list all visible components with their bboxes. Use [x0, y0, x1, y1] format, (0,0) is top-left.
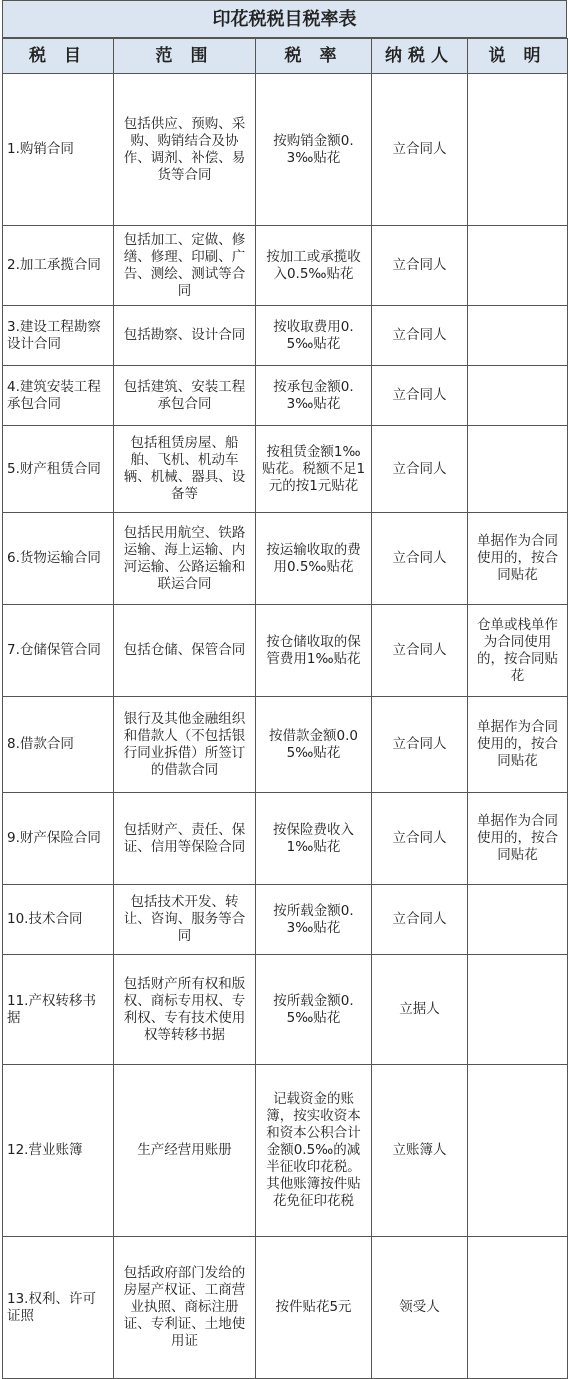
cell-payer: 立合同人	[372, 697, 468, 793]
table-row	[3, 226, 568, 306]
cell-item: 11.产权转移书据	[3, 955, 114, 1065]
header-row	[3, 39, 568, 74]
cell-note	[468, 306, 568, 366]
tax-rate-table-container	[2, 0, 567, 1379]
cell-payer: 立合同人	[372, 426, 468, 513]
cell-rate: 按保险费收入1‰贴花	[256, 793, 372, 885]
cell-note	[468, 426, 568, 513]
cell-scope: 包括政府部门发给的房屋产权证、工商营业执照、商标注册证、专利证、土地使用证	[114, 1237, 256, 1379]
cell-item: 8.借款合同	[3, 697, 114, 793]
cell-payer: 立合同人	[372, 793, 468, 885]
cell-rate: 按借款金额0.05‰贴花	[256, 697, 372, 793]
cell-payer: 领受人	[372, 1237, 468, 1379]
cell-rate: 按仓储收取的保管费用1‰贴花	[256, 605, 372, 697]
cell-payer: 立合同人	[372, 306, 468, 366]
cell-scope: 银行及其他金融组织和借款人（不包括银行同业拆借）所签订的借款合同	[114, 697, 256, 793]
cell-item: 3.建设工程勘察设计合同	[3, 306, 114, 366]
cell-rate: 按购销金额0.3‰贴花	[256, 74, 372, 226]
cell-note	[468, 226, 568, 306]
cell-rate: 按件贴花5元	[256, 1237, 372, 1379]
table-row	[3, 74, 568, 226]
table-row	[3, 306, 568, 366]
cell-item: 6.货物运输合同	[3, 513, 114, 605]
cell-scope: 包括租赁房屋、船舶、飞机、机动车辆、机械、器具、设备等	[114, 426, 256, 513]
cell-rate: 按收取费用0.5‰贴花	[256, 306, 372, 366]
header-note: 说 明	[468, 39, 568, 74]
cell-rate: 按所载金额0.3‰贴花	[256, 885, 372, 955]
table-row	[3, 426, 568, 513]
cell-item: 2.加工承揽合同	[3, 226, 114, 306]
cell-scope: 包括财产所有权和版权、商标专用权、专利权、专有技术使用权等转移书据	[114, 955, 256, 1065]
cell-note	[468, 74, 568, 226]
table-row	[3, 697, 568, 793]
cell-note: 单据作为合同使用的，按合同贴花	[468, 513, 568, 605]
table-row	[3, 1237, 568, 1379]
cell-item: 9.财产保险合同	[3, 793, 114, 885]
table-title: 印花税税目税率表	[2, 0, 567, 38]
header-payer: 纳税人	[372, 39, 468, 74]
table-row	[3, 513, 568, 605]
cell-payer: 立账簿人	[372, 1065, 468, 1237]
cell-note	[468, 366, 568, 426]
cell-item: 1.购销合同	[3, 74, 114, 226]
tax-rate-table	[2, 38, 568, 1379]
cell-note: 单据作为合同使用的，按合同贴花	[468, 793, 568, 885]
cell-item: 13.权利、许可证照	[3, 1237, 114, 1379]
cell-rate: 按所载金额0.5‰贴花	[256, 955, 372, 1065]
header-rate: 税 率	[256, 39, 372, 74]
header-scope: 范 围	[114, 39, 256, 74]
cell-payer: 立合同人	[372, 885, 468, 955]
cell-payer: 立据人	[372, 955, 468, 1065]
table-row	[3, 885, 568, 955]
cell-scope: 包括勘察、设计合同	[114, 306, 256, 366]
cell-payer: 立合同人	[372, 605, 468, 697]
cell-payer: 立合同人	[372, 513, 468, 605]
cell-payer: 立合同人	[372, 74, 468, 226]
table-row	[3, 366, 568, 426]
cell-rate: 记载资金的账簿，按实收资本和资本公积合计金额0.5‰的减半征收印花税。其他账簿按件贴花免征印花税	[256, 1065, 372, 1237]
cell-rate: 按运输收取的费用0.5‰贴花	[256, 513, 372, 605]
cell-item: 7.仓储保管合同	[3, 605, 114, 697]
cell-item: 10.技术合同	[3, 885, 114, 955]
cell-scope: 包括民用航空、铁路运输、海上运输、内河运输、公路运输和联运合同	[114, 513, 256, 605]
cell-scope: 包括建筑、安装工程承包合同	[114, 366, 256, 426]
table-row	[3, 1065, 568, 1237]
table-row	[3, 793, 568, 885]
table-row	[3, 955, 568, 1065]
cell-scope: 包括技术开发、转让、咨询、服务等合同	[114, 885, 256, 955]
cell-item: 5.财产租赁合同	[3, 426, 114, 513]
cell-scope: 生产经营用账册	[114, 1065, 256, 1237]
cell-note	[468, 885, 568, 955]
table-row	[3, 605, 568, 697]
cell-scope: 包括加工、定做、修缮、修理、印刷、广告、测绘、测试等合同	[114, 226, 256, 306]
cell-note	[468, 955, 568, 1065]
cell-rate: 按加工或承揽收入0.5‰贴花	[256, 226, 372, 306]
cell-note: 仓单或栈单作为合同使用的，按合同贴花	[468, 605, 568, 697]
cell-scope: 包括仓储、保管合同	[114, 605, 256, 697]
cell-note	[468, 1237, 568, 1379]
cell-rate: 按承包金额0.3‰贴花	[256, 366, 372, 426]
cell-rate: 按租赁金额1‰贴花。税额不足1元的按1元贴花	[256, 426, 372, 513]
cell-scope: 包括供应、预购、采购、购销结合及协作、调剂、补偿、易货等合同	[114, 74, 256, 226]
cell-item: 12.营业账簿	[3, 1065, 114, 1237]
cell-scope: 包括财产、责任、保证、信用等保险合同	[114, 793, 256, 885]
header-item: 税 目	[3, 39, 114, 74]
cell-note: 单据作为合同使用的，按合同贴花	[468, 697, 568, 793]
cell-note	[468, 1065, 568, 1237]
cell-payer: 立合同人	[372, 366, 468, 426]
cell-payer: 立合同人	[372, 226, 468, 306]
cell-item: 4.建筑安装工程承包合同	[3, 366, 114, 426]
